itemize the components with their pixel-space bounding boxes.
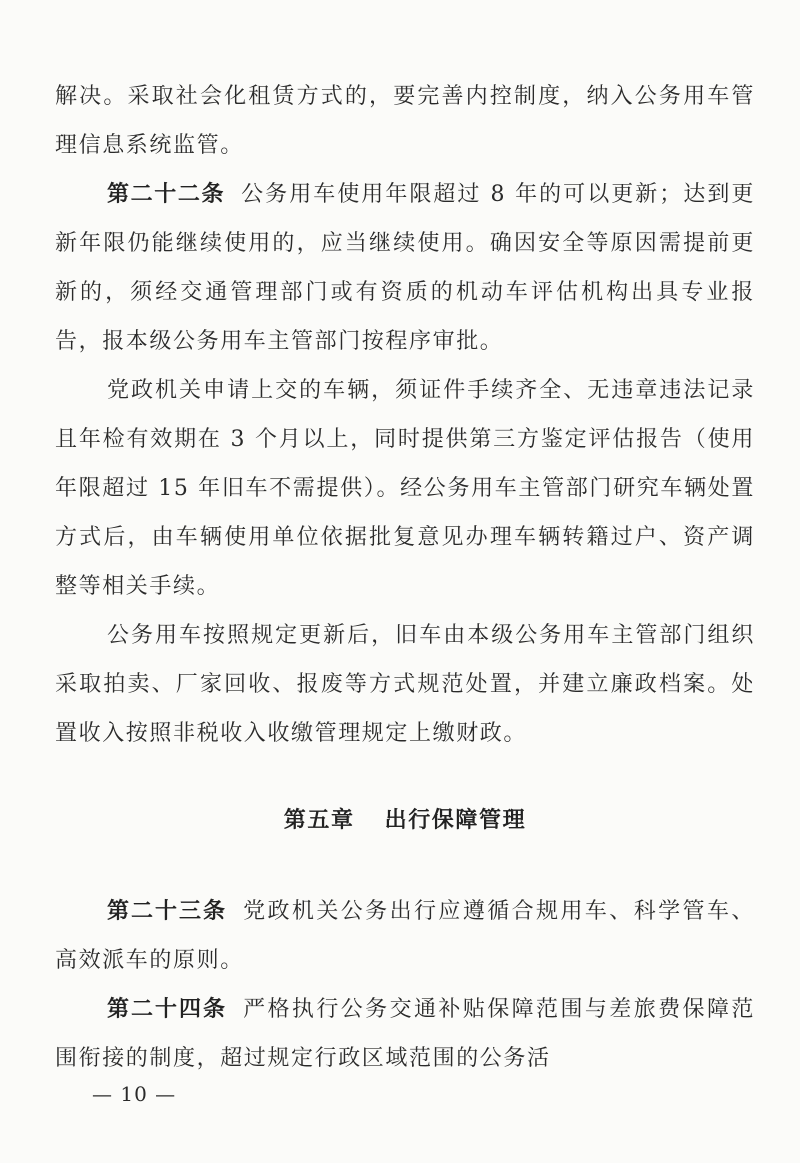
article-number: 第二十三条: [107, 899, 228, 924]
paragraph-text: 党政机关公务出行应遵循合规用车、科学管车、高效派车的原则。: [55, 899, 755, 973]
paragraph-text: 严格执行公务交通补贴保障范围与差旅费保障范围衔接的制度，超过规定行政区域范围的公务活: [55, 997, 755, 1071]
page-number: — 10 —: [92, 1082, 177, 1106]
article-number: 第二十二条: [107, 182, 226, 207]
article-24-paragraph: [55, 985, 755, 1083]
article-23-paragraph: [55, 887, 755, 985]
paragraph-text: 党政机关申请上交的车辆，须证件手续齐全、无违章违法记录且年检有效期在 3 个月以上，同时提供第三方鉴定评估报告（使用年限超过 15 年旧车不需提供）。经公务用车主管部门研究车辆处置方式后，由车辆使用单位依据批复意见办理车辆转籍过户、资产调整等相关手续。: [55, 378, 755, 599]
article-number: 第二十四条: [107, 997, 228, 1022]
article-22-paragraph: [55, 170, 755, 366]
chapter-heading: [55, 758, 755, 887]
vehicle-handover-paragraph: [55, 366, 755, 611]
paragraph-text: 公务用车按照规定更新后，旧车由本级公务用车主管部门组织采取拍卖、厂家回收、报废等方式规范处置，并建立廉政档案。处置收入按照非税收入收缴管理规定上缴财政。: [55, 623, 755, 746]
document-body: [55, 72, 755, 1083]
paragraph-text: 公务用车使用年限超过 8 年的可以更新；达到更新年限仍能继续使用的，应当继续使用。确因安全等原因需提前更新的，须经交通管理部门或有资质的机动车评估机构出具专业报告，报本级公务用车主管部门按程序审批。: [55, 182, 755, 354]
chapter-number: 第五章: [283, 808, 355, 833]
old-vehicle-disposal-paragraph: [55, 611, 755, 758]
paragraph-continuation: [55, 72, 755, 170]
chapter-title: 出行保障管理: [384, 808, 527, 833]
paragraph-text: 解决。采取社会化租赁方式的，要完善内控制度，纳入公务用车管理信息系统监管。: [55, 84, 755, 158]
